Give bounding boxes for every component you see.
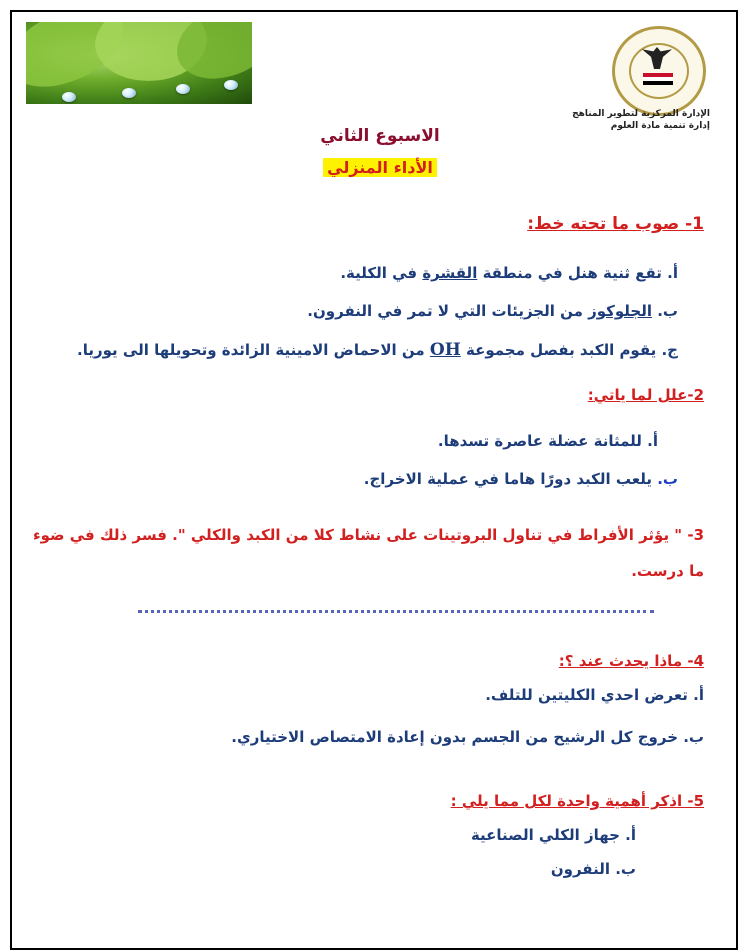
q4-item-b: ب. خروج كل الرشيح من الجسم بدون إعادة الامتصاص الاختياري. [231, 728, 704, 746]
q1-item-c: ج. يقوم الكبد بفصل مجموعة OH من الاحماض الامينية الزائدة وتحويلها الى يوريا. [77, 340, 678, 360]
q5-item-a: أ. جهاز الكلي الصناعية [470, 826, 636, 844]
q1-item-a: أ. تقع ثنية هنل في منطقة القشرة في الكلية. [340, 264, 678, 282]
dotted-separator [138, 610, 654, 613]
q4-heading: 4- ماذا يحدث عند ؟: [558, 652, 704, 670]
ministry-emblem-logo [612, 26, 706, 116]
q1-heading: 1- صوب ما تحته خط: [527, 214, 704, 234]
q3-line-2: ما درست. [631, 562, 704, 580]
q1-item-b: ب. الجلوكوز من الجزيئات التي لا تمر في النفرون. [307, 302, 678, 320]
organization-name: الإدارة المركزية لتطوير المناهج إدارة تنمية مادة العلوم [572, 109, 710, 131]
q2-item-a: أ. للمثانة عضلة عاصرة تسدها. [437, 432, 658, 450]
q4-item-a: أ. تعرض احدي الكليتين للتلف. [485, 686, 704, 704]
page-title: الاسبوع الثاني [320, 126, 440, 146]
q2-item-b: ب. يلعب الكبد دورًا هاما في عملية الاخراج. [363, 470, 678, 488]
page-subtitle: الأداء المنزلي [0, 158, 750, 177]
leaf-water-drops-image [26, 22, 252, 104]
q5-heading: 5- اذكر أهمية واحدة لكل مما يلي : [450, 792, 704, 810]
q2-heading: 2-علل لما ياتي: [587, 386, 704, 404]
q5-item-b: ب. النفرون [550, 860, 636, 878]
q3-line-1: 3- " يؤثر الأفراط في تناول البروتينات على نشاط كلا من الكبد والكلي ". فسر ذلك في ضوء [32, 526, 704, 544]
